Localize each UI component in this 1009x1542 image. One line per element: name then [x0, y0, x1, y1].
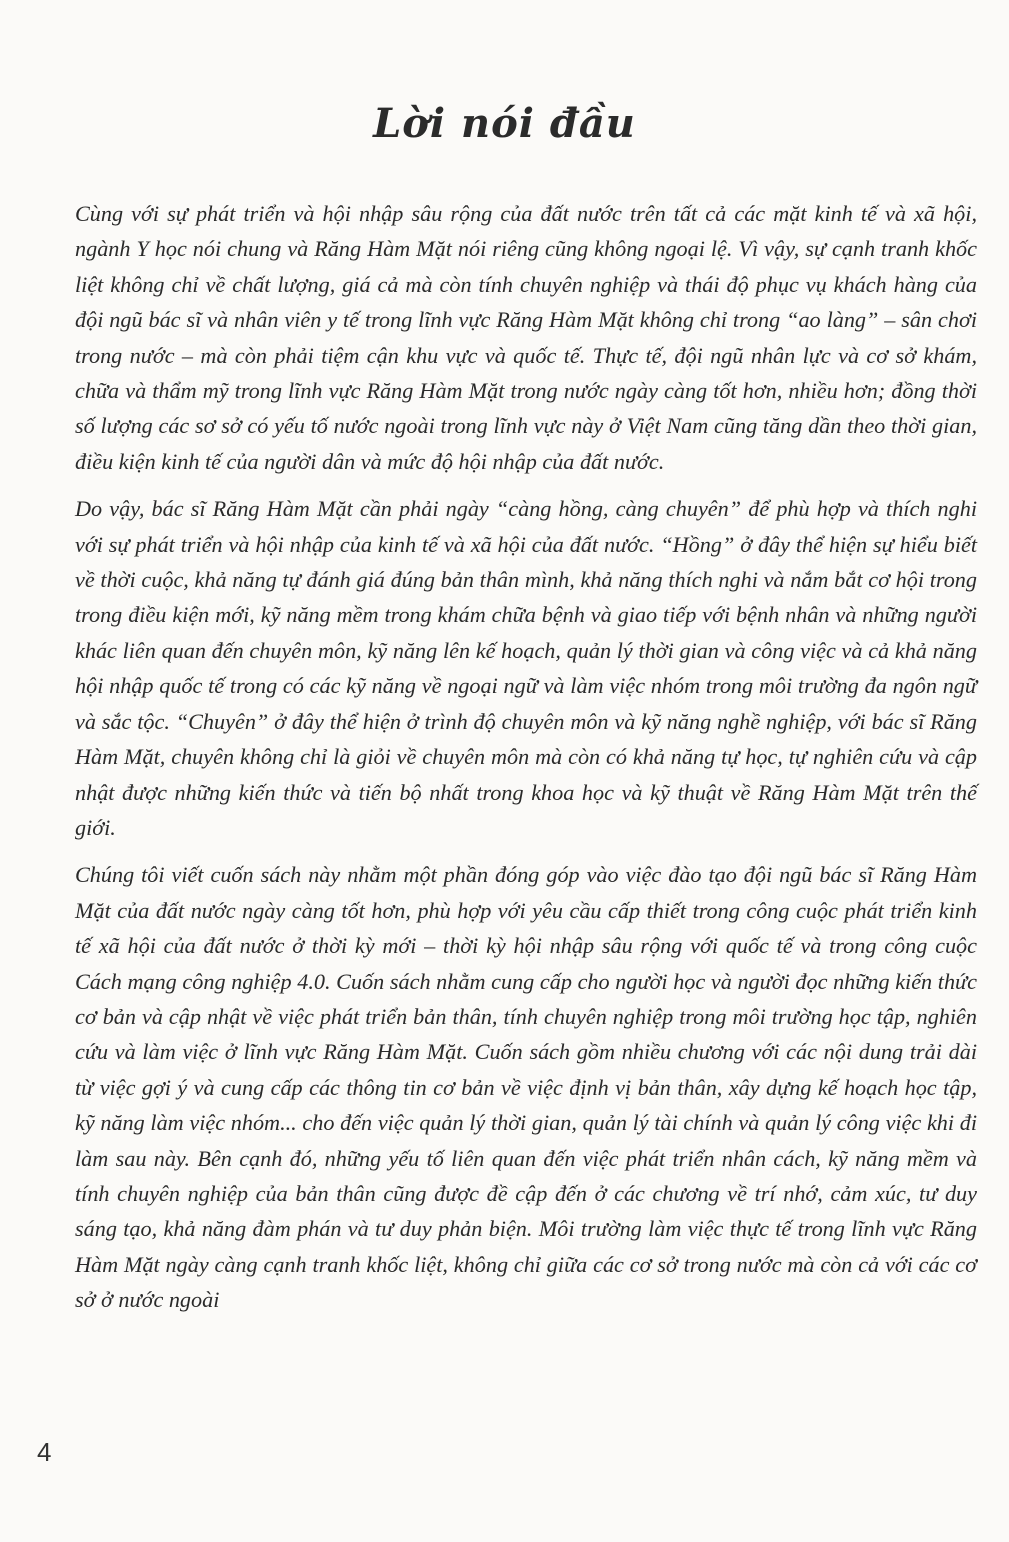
paragraph-2: Do vậy, bác sĩ Răng Hàm Mặt cần phải ngày “càng hồng, càng chuyên” để phù hợp và thích nghi với sự phát triển và hội nhập của kinh tế và xã hội của đất nước. “Hồng” ở đây thể hiện sự hiểu biết về thời cuộc, khả năng tự đánh giá đúng bản thân mình, khả năng thích nghi và nắm bắt cơ hội trong trong điều kiện mới, kỹ năng mềm trong khám chữa bệnh và giao tiếp với bệnh nhân và những người khác liên quan đến chuyên môn, kỹ năng lên kế hoạch, quản lý thời gian và công việc và cả khả năng hội nhập quốc tế trong có các kỹ năng về ngoại ngữ và làm việc nhóm trong môi trường đa ngôn ngữ và sắc tộc. “Chuyên” ở đây thể hiện ở trình độ chuyên môn và kỹ năng nghề nghiệp, với bác sĩ Răng Hàm Mặt, chuyên không chỉ là giỏi về chuyên môn mà còn có khả năng tự học, tự nghiên cứu và cập nhật được những kiến thức và tiến bộ nhất trong khoa học và kỹ thuật về Răng Hàm Mặt trên thế giới.: [75, 496, 977, 840]
paragraph-3: Chúng tôi viết cuốn sách này nhằm một phần đóng góp vào việc đào tạo đội ngũ bác sĩ Răng Hàm Mặt của đất nước ngày càng tốt hơn, phù hợp với yêu cầu cấp thiết trong công cuộc phát triển kinh tế xã hội của đất nước ở thời kỳ mới – thời kỳ hội nhập sâu rộng với quốc tế và trong công cuộc Cách mạng công nghiệp 4.0. Cuốn sách nhằm cung cấp cho người học và người đọc những kiến thức cơ bản và cập nhật về việc phát triển bản thân, tính chuyên nghiệp trong môi trường học tập, nghiên cứu và làm việc ở lĩnh vực Răng Hàm Mặt. Cuốn sách gồm nhiều chương với các nội dung trải dài từ việc gợi ý và cung cấp các thông tin cơ bản về việc định vị bản thân, xây dựng kế hoạch học tập, kỹ năng làm việc nhóm... cho đến việc quản lý thời gian, quản lý tài chính và quản lý công việc khi đi làm sau này. Bên cạnh đó, những yếu tố liên quan đến việc phát triển nhân cách, kỹ năng mềm và tính chuyên nghiệp của bản thân cũng được đề cập đến ở các chương về trí nhớ, cảm xúc, tư duy sáng tạo, khả năng đàm phán và tư duy phản biện. Môi trường làm việc thực tế trong lĩnh vực Răng Hàm Mặt ngày càng cạnh tranh khốc liệt, không chỉ giữa các cơ sở trong nước mà còn cả với các cơ sở ở nước ngoài: [75, 862, 977, 1313]
page-number: 4: [37, 1437, 52, 1467]
paragraph-1: Cùng với sự phát triển và hội nhập sâu rộng của đất nước trên tất cả các mặt kinh tế và xã hội, ngành Y học nói chung và Răng Hàm Mặt nói riêng cũng không ngoại lệ. Vì vậy, sự cạnh tranh khốc liệt không chỉ về chất lượng, giá cả mà còn tính chuyên nghiệp và thái độ phục vụ khách hàng của đội ngũ bác sĩ và nhân viên y tế trong lĩnh vực Răng Hàm Mặt không chỉ trong “ao làng” – sân chơi trong nước – mà còn phải tiệm cận khu vực và quốc tế. Thực tế, đội ngũ nhân lực và cơ sở khám, chữa và thẩm mỹ trong lĩnh vực Răng Hàm Mặt trong nước ngày càng tốt hơn, nhiều hơn; đồng thời số lượng các sơ sở có yếu tố nước ngoài trong lĩnh vực này ở Việt Nam cũng tăng dần theo thời gian, điều kiện kinh tế của người dân và mức độ hội nhập của đất nước.: [75, 201, 977, 474]
page-title: Lời nói đầu: [373, 100, 636, 147]
body-text: [75, 196, 977, 1318]
